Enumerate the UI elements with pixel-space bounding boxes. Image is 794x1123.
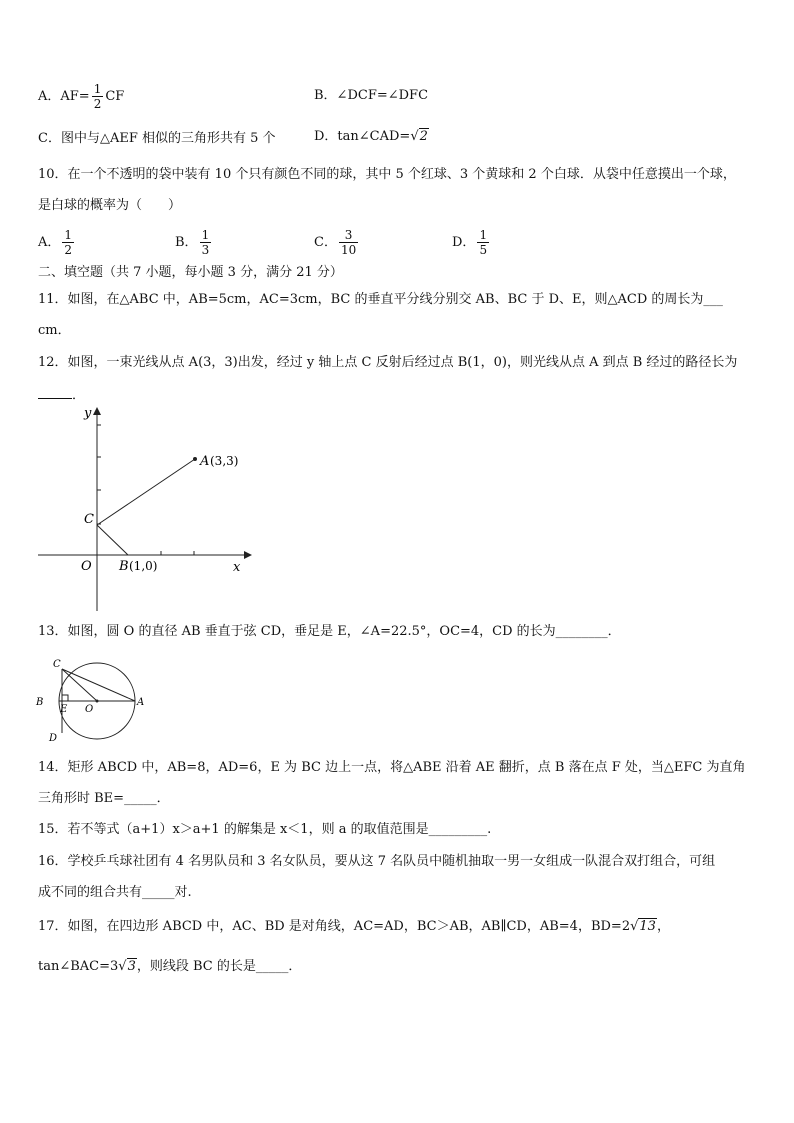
option-label: A．: [38, 235, 61, 250]
q15-text: 15．若不等式（a+1）x＞a+1 的解集是 x＜1，则 a 的取值范围是_________.: [38, 822, 492, 837]
option-label: C．: [314, 235, 337, 250]
option-fraction: [339, 228, 358, 257]
q10-option-a: [38, 228, 76, 257]
fraction-numerator: 3: [344, 228, 353, 242]
sqrt-sign: √2: [410, 129, 428, 144]
point-a-coord: (3,3): [210, 454, 239, 468]
q9-option-d-prefix: D．tan∠CAD=: [314, 129, 411, 144]
fraction-numerator: 1: [201, 228, 210, 242]
answer-blank: [38, 385, 72, 399]
point-b-label: B: [36, 697, 44, 708]
point-a-label: A: [137, 697, 145, 708]
right-angle-mark: [62, 695, 68, 701]
q16-line2: 成不同的组合共有_____对.: [38, 885, 192, 900]
point-a: [193, 457, 197, 461]
option-label: D．: [452, 235, 476, 250]
q9-option-a: [38, 82, 124, 111]
q10-line2: 是白球的概率为（ ）: [38, 198, 182, 213]
x-axis-label: x: [233, 560, 241, 575]
q9-option-c: C．图中与△AEF 相似的三角形共有 5 个: [38, 131, 276, 146]
radicand: 2: [419, 129, 428, 144]
point-d-label: D: [49, 733, 58, 744]
figure-12-coordinate-diagram: [30, 403, 260, 615]
q16-line1: 16．学校乒乓球社团有 4 名男队员和 3 名女队员，要从这 7 名队员中随机抽取一男一女组成一队混合双打组合，可组: [38, 854, 716, 869]
x-axis-arrow: [244, 551, 252, 559]
q12-line2-suffix: ．: [72, 388, 86, 403]
q17-line2-prefix: tan∠BAC=3: [38, 959, 119, 974]
q10-option-b: [175, 228, 213, 257]
q17-line2: [38, 958, 301, 976]
sqrt-sign: √3: [118, 959, 136, 974]
y-axis-arrow: [93, 407, 101, 415]
q10-option-d: [452, 228, 491, 257]
ray-c-to-b: [97, 525, 128, 555]
center-o: [96, 700, 99, 703]
fraction-numerator: 1: [479, 228, 488, 242]
option-fraction: [62, 228, 74, 257]
q13-text: 13．如图，圆 O 的直径 AB 垂直于弦 CD，垂足是 E，∠A=22.5°，OC=4，CD 的长为________．: [38, 624, 621, 639]
q9-option-d: [314, 128, 429, 146]
q9-option-b: B．∠DCF=∠DFC: [314, 88, 429, 103]
point-a-label: A: [200, 454, 210, 469]
q17-line1: [38, 918, 670, 936]
q10-option-c: [314, 228, 360, 257]
section-heading: 二、填空题（共 7 小题，每小题 3 分，满分 21 分）: [38, 265, 343, 280]
point-c-label: C: [84, 512, 94, 527]
sqrt-sign: √13: [630, 919, 656, 934]
fraction-denominator: 10: [340, 243, 357, 257]
y-axis-label: y: [84, 406, 92, 421]
q17-line2-suffix: ，则线段 BC 的长是_____．: [136, 959, 302, 974]
point-b-label: B: [119, 559, 129, 574]
fraction-denominator: 2: [93, 97, 102, 111]
radicand: 13: [639, 919, 656, 934]
figure-13-circle-diagram: [34, 655, 154, 745]
point-b-coord: (1,0): [129, 559, 158, 573]
option-label: B．: [175, 235, 198, 250]
option-fraction: [200, 228, 212, 257]
q14-line2: 三角形时 BE=_____．: [38, 791, 170, 806]
q9-option-a-fraction: [92, 82, 104, 111]
q17-line1-suffix: ，: [656, 919, 670, 934]
fraction-denominator: 5: [479, 243, 488, 257]
fraction-denominator: 2: [64, 243, 73, 257]
point-e-label: E: [60, 704, 68, 715]
q17-line1-prefix: 17．如图，在四边形 ABCD 中，AC、BD 是对角线，AC=AD，BC＞AB，AB∥CD，AB=4，BD=2: [38, 919, 631, 934]
segment-co: [62, 669, 97, 701]
q9-option-a-prefix: A．AF=: [38, 89, 90, 104]
radicand: 3: [127, 959, 136, 974]
point-c-label: C: [53, 659, 61, 670]
fraction-numerator: 1: [64, 228, 73, 242]
q11-line2: cm．: [38, 323, 71, 338]
q12-line1: 12．如图，一束光线从点 A(3，3)出发，经过 y 轴上点 C 反射后经过点 B(1，0)，则光线从点 A 到点 B 经过的路径长为: [38, 355, 738, 370]
q9-option-a-suffix: CF: [105, 89, 125, 104]
fraction-numerator: 1: [93, 82, 102, 96]
origin-label: O: [81, 559, 92, 574]
q14-line1: 14．矩形 ABCD 中，AB=8，AD=6，E 为 BC 边上一点，将△ABE 沿着 AE 翻折，点 B 落在点 F 处，当△EFC 为直角: [38, 760, 746, 775]
ray-a-to-c: [97, 459, 195, 525]
option-fraction: [477, 228, 489, 257]
fraction-denominator: 3: [201, 243, 210, 257]
q11-line1: 11．如图，在△ABC 中，AB=5cm，AC=3cm，BC 的垂直平分线分别交 AB、BC 于 D、E，则△ACD 的周长为___: [38, 292, 723, 307]
q12-line2: [38, 385, 85, 405]
q10-line1: 10．在一个不透明的袋中装有 10 个只有颜色不同的球，其中 5 个红球、3 个黄球和 2 个白球．从袋中任意摸出一个球，: [38, 167, 736, 182]
point-o-label: O: [85, 704, 94, 715]
